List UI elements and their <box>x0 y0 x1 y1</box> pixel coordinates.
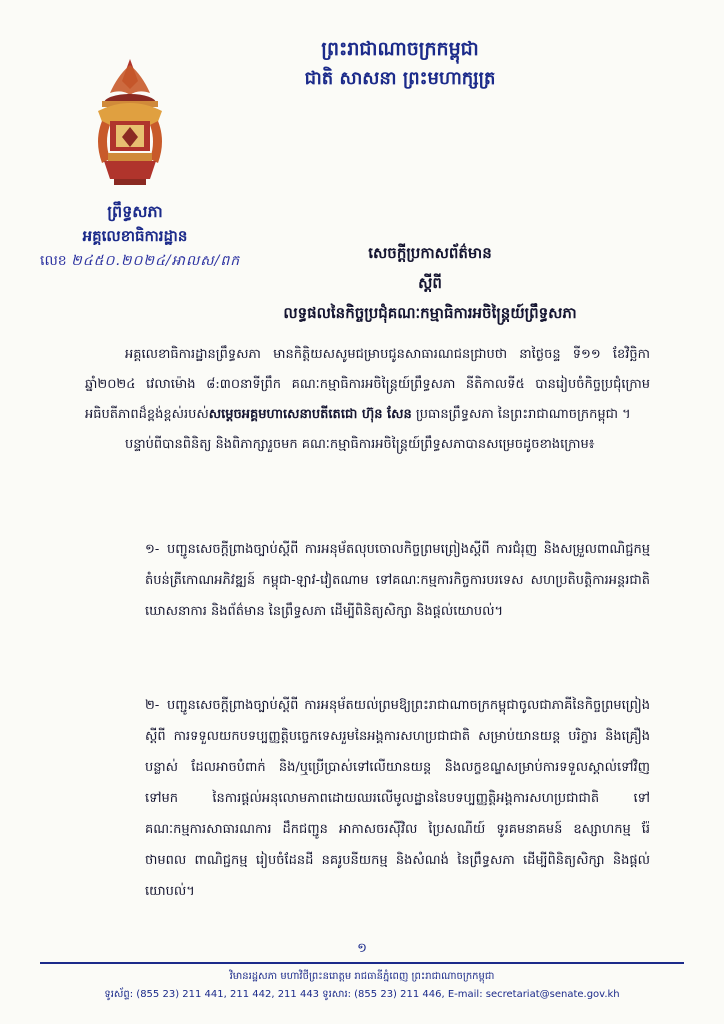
senate-name: ព្រឹទ្ធសភា <box>107 202 163 221</box>
reference-number <box>40 248 250 274</box>
decision-item-1 <box>145 534 650 627</box>
announcement-title: សេចក្ដីប្រកាសព័ត៌មាន <box>368 244 492 262</box>
announcement-body <box>85 340 650 460</box>
kingdom-title: ព្រះរាជាណាចក្រកម្ពុជា <box>321 38 479 60</box>
decision-item-1-number: ១- <box>145 542 160 557</box>
footer-contact: ទូរស័ព្ទ: (855 23) 211 441, 211 442, 211 443 ទូរសារ: (855 23) 211 446, E-mail: secretariat@senate.gov.kh <box>104 989 620 1000</box>
paragraph-intro <box>85 340 650 430</box>
announcement-subject: លទ្ធផលនៃកិច្ចប្រជុំគណៈកម្មាធិការអចិន្ត្រៃយ៍ព្រឹទ្ធសភា <box>283 304 577 322</box>
paragraph-decision-intro: បន្ទាប់ពីបានពិនិត្យ និងពិភាក្សារួចមក គណៈកម្មាធិការអចិន្ត្រៃយ៍ព្រឹទ្ធសភាបានសម្រេចដូចខាងក្រោម៖ <box>125 437 595 452</box>
reference-value: ២៤៥០.២០២៤/អាលស/ពក <box>71 253 241 269</box>
senate-emblem-icon <box>80 55 180 190</box>
footer-divider <box>40 962 684 964</box>
issuing-office <box>40 200 250 274</box>
announcement-subject-label: ស្ដីពី <box>418 274 442 292</box>
page-number: ១ <box>357 941 367 956</box>
decision-item-1-text: បញ្ជូនសេចក្ដីព្រាងច្បាប់ស្ដីពី ការអនុម័តលុបចោលកិច្ចព្រមព្រៀងស្ដីពី ការជំរុញ និងសម្រួលពាណិជ្ជកម្មតំបន់ត្រីកោណអភិវឌ្ឍន៍ កម្ពុជា-ឡាវ-វៀតណាម ទៅគណៈកម្មការកិច្ចការបរទេស សហប្រតិបត្តិការអន្តរជាតិ ឃោសនាការ និងព័ត៌មាន នៃព្រឹទ្ធសភា ដើម្បីពិនិត្យសិក្សា និងផ្ដល់យោបល់។ <box>145 542 650 619</box>
footer-address: វិមានរដ្ឋសភា មហាវិថីព្រះនរោត្តម រាជធានីភ្នំពេញ ព្រះរាជាណាចក្រកម្ពុជា <box>229 971 495 982</box>
kingdom-heading <box>250 36 550 92</box>
decision-item-2 <box>145 690 650 907</box>
president-name: សម្ដេចអគ្គមហាសេនាបតីតេជោ ហ៊ុន សែន <box>208 407 412 422</box>
paragraph-intro-end: ប្រធានព្រឹទ្ធសភា នៃព្រះរាជាណាចក្រកម្ពុជា ។ <box>411 407 631 422</box>
reference-prefix: លេខ <box>40 253 67 269</box>
announcement-title-block <box>260 238 600 328</box>
decision-item-2-number: ២- <box>145 698 160 713</box>
department-name: អគ្គលេខាធិការដ្ឋាន <box>82 227 188 245</box>
paragraph-intro-text: អគ្គលេខាធិការដ្ឋានព្រឹទ្ធសភា មានកិត្តិយសសូមជម្រាបជូនសាធារណជនជ្រាបថា នាថ្ងៃចន្ទ ទី១១ ខែវិច្ឆិកា ឆ្នាំ២០២៤ វេលាម៉ោង ៨:៣០នាទីព្រឹក គណៈកម្មាធិការអចិន្ត្រៃយ៍ព្រឹទ្ធសភា នីតិកាលទី៥ បានរៀបចំកិច្ចប្រជុំក្រោមអធិបតីភាពដ៏ខ្ពង់ខ្ពស់របស់ <box>85 347 650 422</box>
national-motto: ជាតិ សាសនា ព្រះមហាក្សត្រ <box>304 68 496 89</box>
decision-item-2-text: បញ្ជូនសេចក្ដីព្រាងច្បាប់ស្ដីពី ការអនុម័តយល់ព្រមឱ្យព្រះរាជាណាចក្រកម្ពុជាចូលជាភាគីនៃកិច្ចព្រមព្រៀងស្ដីពី ការទទួលយកបទប្បញ្ញត្តិបច្ចេកទេសរួមនៃអង្គការសហប្រជាជាតិ សម្រាប់យានយន្ត បរិក្ខារ និងគ្រឿងបន្លាស់ ដែលអាចបំពាក់ និង/ឬប្រើប្រាស់ទៅលើយានយន្ត និងលក្ខខណ្ឌសម្រាប់ការទទួលស្គាល់ទៅវិញទៅមក នៃការផ្ដល់អនុលោមភាពដោយឈរលើមូលដ្ឋាននៃបទប្បញ្ញត្តិអង្គការសហប្រជាជាតិ ទៅគណៈកម្មការសាធារណការ ដឹកជញ្ជូន អាកាសចរស៊ីវិល ប្រៃសណីយ៍ ទូរគមនាគមន៍ ឧស្សាហកម្ម រ៉ែ ថាមពល ពាណិជ្ជកម្ម រៀបចំដែនដី នគរូបនីយកម្ម និងសំណង់ នៃព្រឹទ្ធសភា ដើម្បីពិនិត្យសិក្សា និងផ្ដល់យោបល់។ <box>145 698 650 899</box>
footer <box>40 968 684 1004</box>
